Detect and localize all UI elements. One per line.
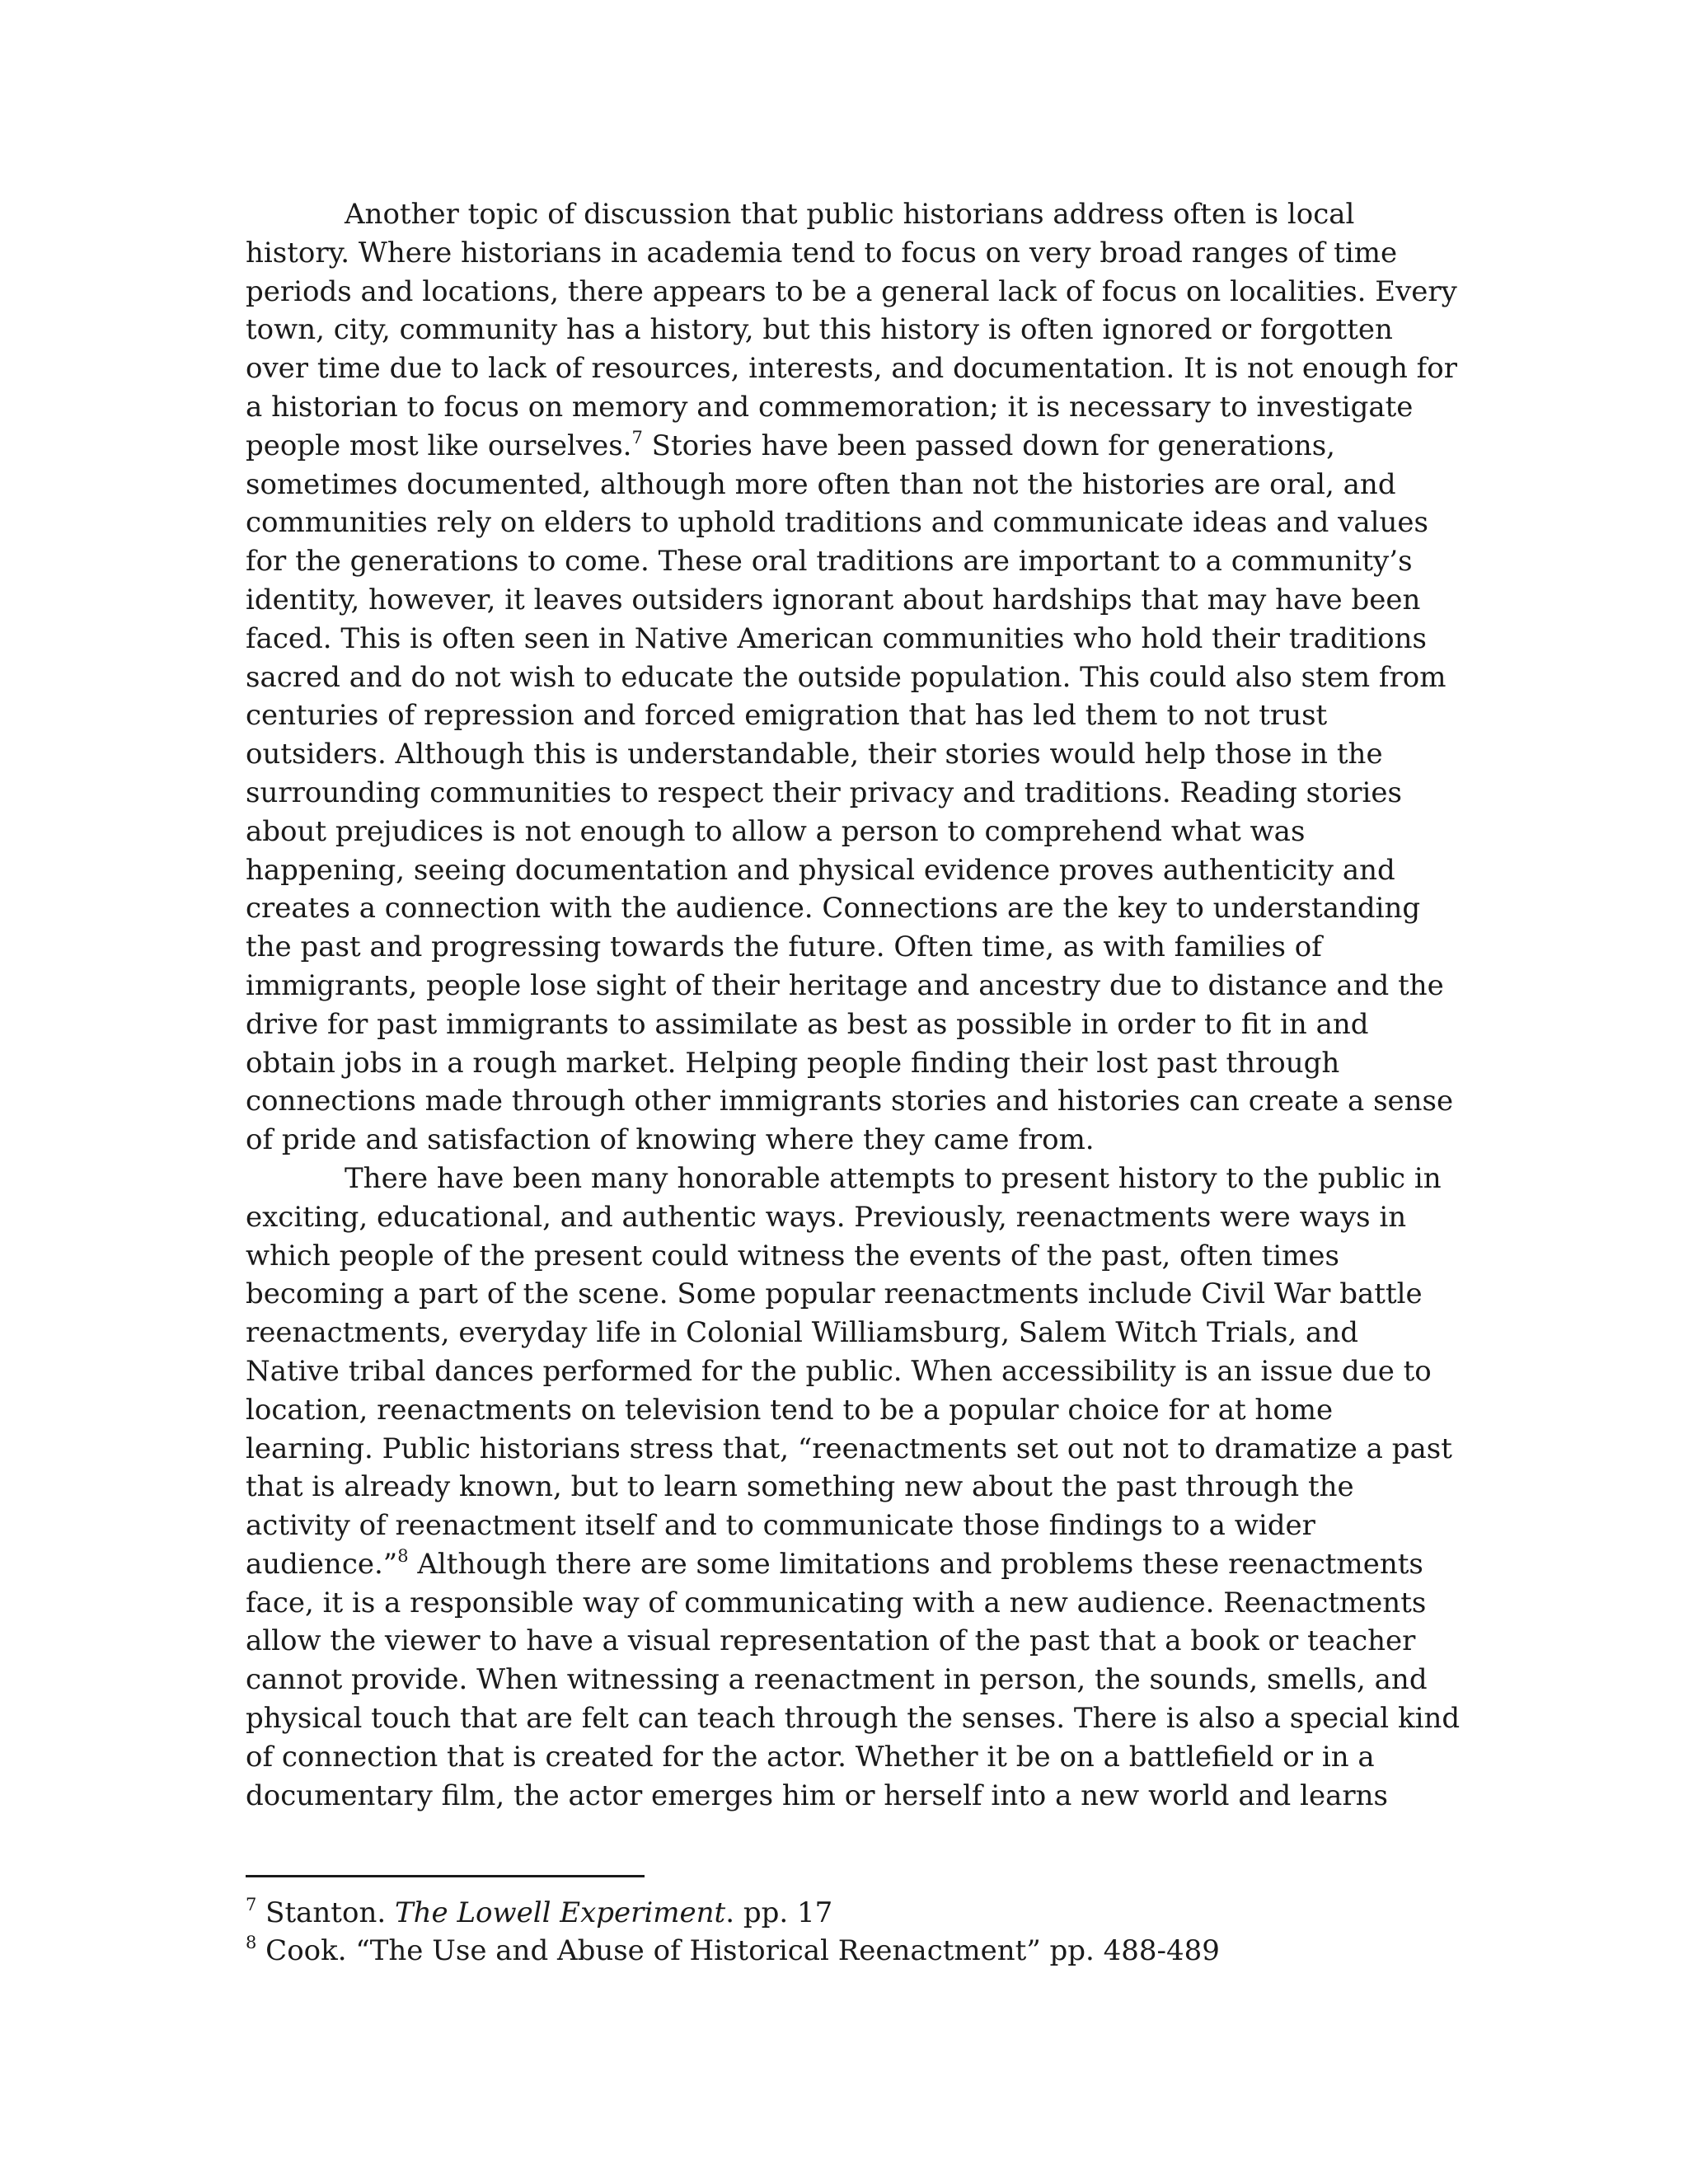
text-line: identity, however, it leaves outsiders ignorant about hardships that may have been xyxy=(246,583,1421,616)
text-line: of pride and satisfaction of knowing where they came from. xyxy=(246,1123,1095,1157)
footnote-text: Stanton. xyxy=(256,1896,395,1929)
footnote-source-title: The Lowell Experiment xyxy=(394,1896,726,1929)
text-line: physical touch that are felt can teach through the senses. There is also a special kind xyxy=(246,1702,1461,1736)
text-line: sacred and do not wish to educate the outside population. This could also stem from xyxy=(246,660,1447,694)
text-line: face, it is a responsible way of communicating with a new audience. Reenactments xyxy=(246,1586,1427,1619)
text-line: Native tribal dances performed for the public. When accessibility is an issue due to xyxy=(246,1354,1432,1388)
text-line: which people of the present could witness the events of the past, often times xyxy=(246,1239,1339,1272)
text-line: allow the viewer to have a visual representation of the past that a book or teacher xyxy=(246,1624,1416,1658)
text-line: communities rely on elders to uphold traditions and communicate ideas and values xyxy=(246,506,1428,540)
text-line: location, reenactments on television tend to be a popular choice for at home xyxy=(246,1393,1334,1427)
paragraph-local-history xyxy=(246,195,1457,1160)
footnote-marker: 8 xyxy=(246,1933,257,1952)
text-line: centuries of repression and forced emigration that has led them to not trust xyxy=(246,699,1328,733)
text-line: learning. Public historians stress that, “reenactments set out not to dramatize a past xyxy=(246,1432,1452,1465)
text-segment: Stories have been passed down for generations, xyxy=(642,429,1335,462)
text-line: of connection that is created for the actor. Whether it be on a battlefield or in a xyxy=(246,1740,1375,1774)
body-text xyxy=(246,195,1461,1815)
text-line xyxy=(246,427,1432,466)
footnotes xyxy=(246,1894,1432,1970)
text-line: a historian to focus on memory and commemoration; it is necessary to investigate xyxy=(246,390,1414,424)
footnote-reference-7[interactable]: 7 xyxy=(631,427,643,448)
text-line: obtain jobs in a rough market. Helping people finding their lost past through xyxy=(246,1046,1340,1080)
text-line: connections made through other immigrants stories and histories can create a sense xyxy=(246,1085,1454,1118)
text-line: Another topic of discussion that public historians address often is local xyxy=(345,198,1355,231)
text-line: activity of reenactment itself and to communicate those findings to a wider xyxy=(246,1509,1315,1543)
text-line: documentary film, the actor emerges him or herself into a new world and learns xyxy=(246,1779,1388,1812)
text-segment: Although there are some limitations and problems these reenactments xyxy=(408,1547,1423,1581)
text-line: cannot provide. When witnessing a reenactment in person, the sounds, smells, and xyxy=(246,1663,1428,1697)
text-line: periods and locations, there appears to be a general lack of focus on localities. Every xyxy=(246,274,1457,308)
text-line: happening, seeing documentation and physical evidence proves authenticity and xyxy=(246,853,1395,887)
text-line: town, city, community has a history, but this history is often ignored or forgotten xyxy=(246,313,1393,347)
text-line: that is already known, but to learn something new about the past through the xyxy=(246,1470,1354,1504)
text-line: There have been many honorable attempts to present history to the public in xyxy=(345,1161,1442,1195)
footnote-8 xyxy=(246,1932,1432,1970)
text-line: becoming a part of the scene. Some popular reenactments include Civil War battle xyxy=(246,1277,1423,1311)
text-line: immigrants, people lose sight of their heritage and ancestry due to distance and the xyxy=(246,968,1444,1002)
footnote-7 xyxy=(246,1894,1432,1932)
text-line: reenactments, everyday life in Colonial Williamsburg, Salem Witch Trials, and xyxy=(246,1316,1358,1350)
paragraph-reenactments xyxy=(246,1160,1461,1816)
footnote-text: . pp. 17 xyxy=(725,1896,833,1929)
text-line xyxy=(246,1545,1432,1584)
text-line: the past and progressing towards the future. Often time, as with families of xyxy=(246,930,1322,964)
text-line: surrounding communities to respect their privacy and traditions. Reading stories xyxy=(246,776,1402,809)
text-line: sometimes documented, although more often than not the histories are oral, and xyxy=(246,467,1396,501)
text-line: drive for past immigrants to assimilate as best as possible in order to fit in and xyxy=(246,1007,1369,1041)
text-line: faced. This is often seen in Native American communities who hold their traditions xyxy=(246,621,1427,655)
text-segment: people most like ourselves. xyxy=(246,429,632,462)
text-line: about prejudices is not enough to allow a person to comprehend what was xyxy=(246,814,1306,848)
text-line: exciting, educational, and authentic ways. Previously, reenactments were ways in xyxy=(246,1200,1407,1234)
text-line: for the generations to come. These oral traditions are important to a community’s xyxy=(246,545,1413,579)
footnote-text: Cook. “The Use and Abuse of Historical Reenactment” pp. 488-489 xyxy=(256,1934,1220,1967)
text-line: history. Where historians in academia tend to focus on very broad ranges of time xyxy=(246,236,1398,269)
text-segment: audience.” xyxy=(246,1547,398,1581)
text-line: creates a connection with the audience. Connections are the key to understanding xyxy=(246,892,1421,926)
text-line: outsiders. Although this is understandable, their stories would help those in the xyxy=(246,738,1383,771)
footnote-marker: 7 xyxy=(246,1895,257,1915)
text-line: over time due to lack of resources, interests, and documentation. It is not enough for xyxy=(246,352,1457,386)
footnote-separator xyxy=(246,1875,645,1877)
footnote-reference-8[interactable]: 8 xyxy=(397,1545,409,1566)
